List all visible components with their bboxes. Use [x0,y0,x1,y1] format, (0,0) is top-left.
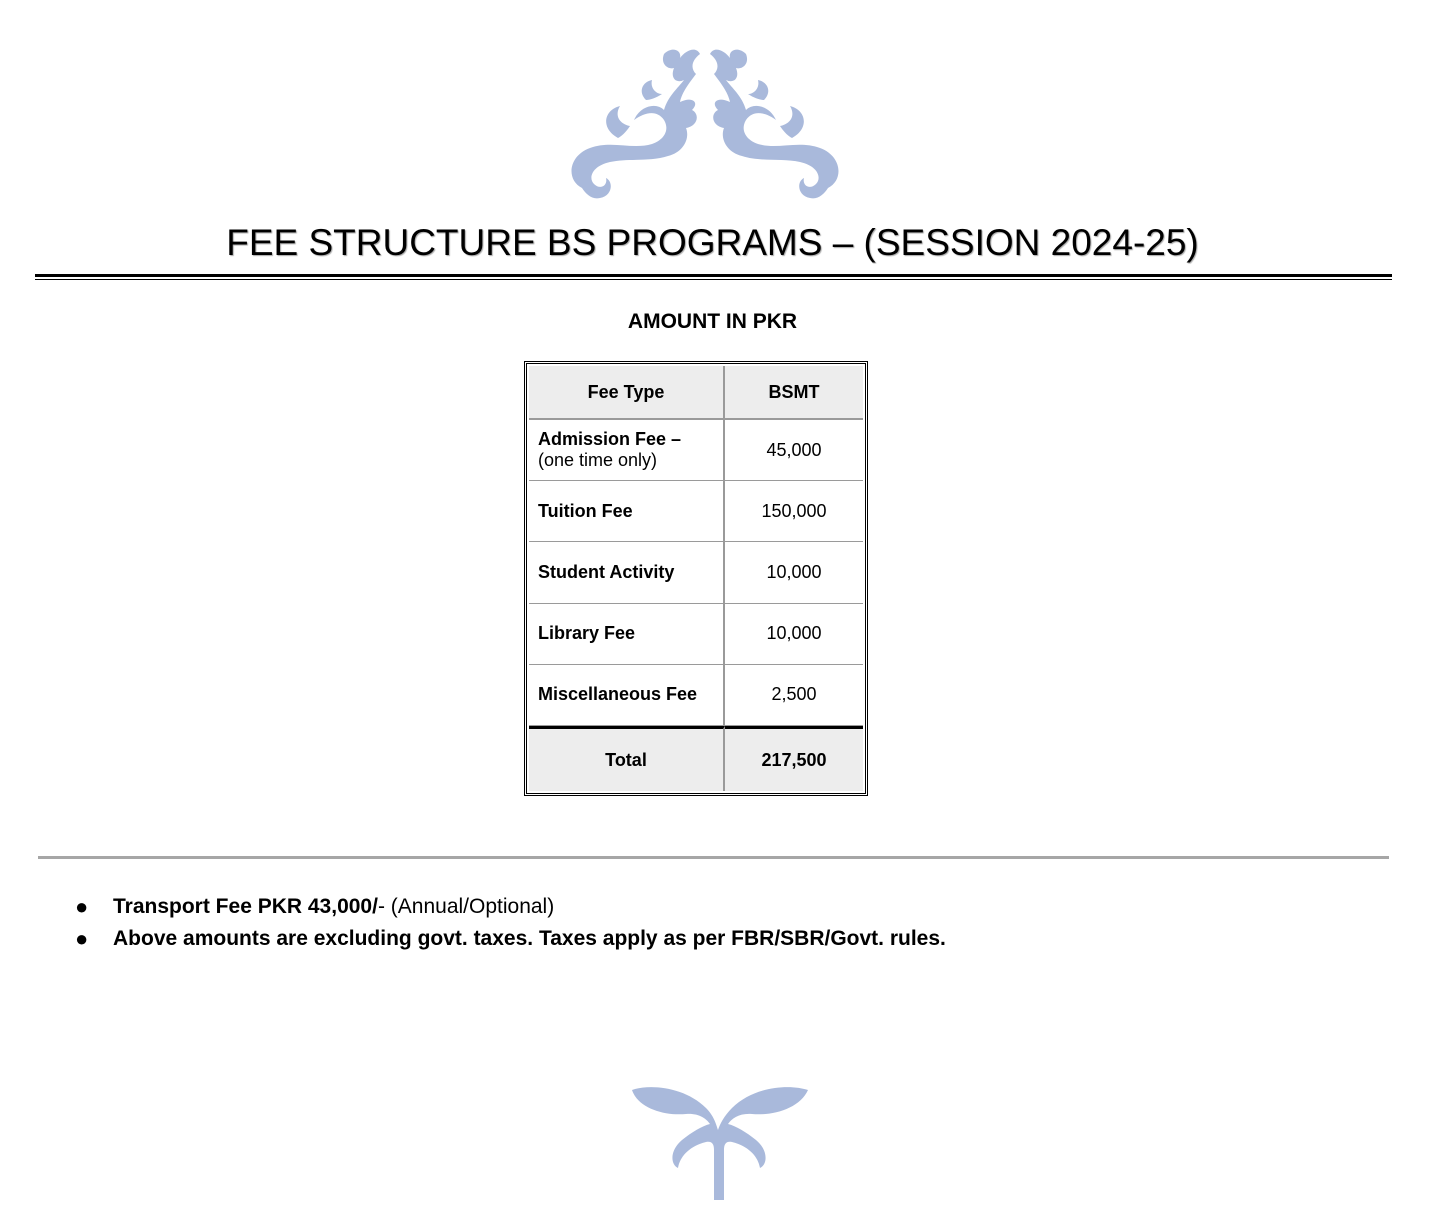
table-row [529,665,863,726]
title-double-rule [35,274,1392,280]
amount-cell: 10,000 [725,604,863,665]
page-title: FEE STRUCTURE BS PROGRAMS – (SESSION 2024-25) [226,222,1199,263]
bullet-icon: ● [75,926,89,951]
fee-type-cell: Miscellaneous Fee [529,665,725,726]
table-total-row [529,726,863,791]
fee-type-label: Admission Fee – [538,429,682,450]
amount-cell: 45,000 [725,420,863,481]
header-bsmt: BSMT [725,366,863,420]
total-amount: 217,500 [725,726,863,791]
amount-currency-label: AMOUNT IN PKR [627,310,798,333]
section-divider [38,856,1389,859]
table-row [529,604,863,665]
amount-cell: 10,000 [725,542,863,603]
table-header-row [529,366,863,420]
list-item [0,924,946,956]
floral-ornament-icon [560,40,850,200]
fee-type-note: (one time only) [538,450,658,471]
table-row [529,542,863,603]
fee-type-cell: Library Fee [529,604,725,665]
fee-table-frame [524,361,868,796]
total-label: Total [529,726,725,791]
amount-cell: 150,000 [725,481,863,542]
fee-type-cell: Tuition Fee [529,481,725,542]
amount-cell: 2,500 [725,665,863,726]
floral-ornament-icon [628,1084,812,1206]
fee-type-cell: Student Activity [529,542,725,603]
table-row [529,420,863,481]
list-item [0,892,946,924]
fee-type-cell [529,420,725,481]
note-normal-text: - (Annual/Optional) [377,895,555,918]
note-bold-text: Transport Fee PKR 43,000/ [113,895,378,918]
table-row [529,481,863,542]
header-fee-type: Fee Type [529,366,725,420]
notes-list [0,892,946,956]
bullet-icon: ● [75,894,89,919]
note-bold-text: Above amounts are excluding govt. taxes. Taxes apply as per FBR/SBR/Govt. rules. [113,927,946,950]
fee-table [529,366,863,791]
